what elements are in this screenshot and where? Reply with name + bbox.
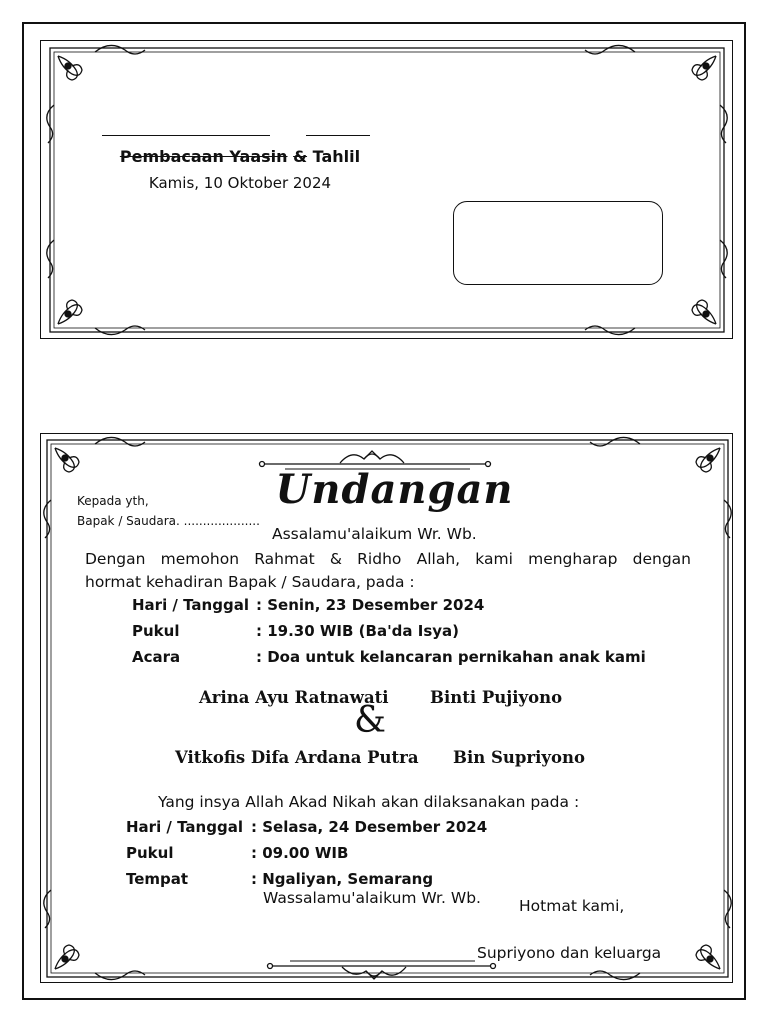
envelope-title-part2: Tahlil <box>312 147 361 166</box>
envelope-title-amp: & <box>293 147 308 166</box>
event2-date-label: Hari / Tanggal <box>126 818 243 836</box>
recipient-label: Kepada yth, <box>77 494 149 508</box>
bride-parent: Binti Pujiyono <box>430 688 563 707</box>
event2-place-value: : Ngaliyan, Semarang <box>251 870 434 888</box>
akad-intro: Yang insya Allah Akad Nikah akan dilaksanakan pada : <box>158 793 580 811</box>
event1-date-value: : Senin, 23 Desember 2024 <box>256 596 485 614</box>
event2-place-label: Tempat <box>126 870 189 888</box>
closing-salam: Wassalamu'alaikum Wr. Wb. <box>263 889 481 907</box>
event1-time-label: Pukul <box>132 622 180 640</box>
invitation-title: Undangan <box>275 466 514 513</box>
event1-event-label: Acara <box>132 648 181 666</box>
groom-name: Vitkofis Difa Ardana Putra <box>175 748 419 767</box>
recipient-name: Bapak / Saudara. .................... <box>77 514 260 528</box>
envelope-date: Kamis, 10 Oktober 2024 <box>148 174 332 192</box>
event2-date-value: : Selasa, 24 Desember 2024 <box>251 818 488 836</box>
greeting: Assalamu'alaikum Wr. Wb. <box>272 525 477 543</box>
signature: Supriyono dan keluarga <box>477 944 662 962</box>
event2-time-label: Pukul <box>126 844 174 862</box>
event1-time-value: : 19.30 WIB (Ba'da Isya) <box>256 622 460 640</box>
envelope-address-window <box>453 201 663 285</box>
groom-parent: Bin Supriyono <box>453 748 585 767</box>
envelope-title <box>105 147 375 166</box>
regards: Hotmat kami, <box>519 897 625 915</box>
event1-event-value: : Doa untuk kelancaran pernikahan anak kami <box>256 648 646 666</box>
envelope-name-line-2 <box>306 135 370 136</box>
envelope-name-line-1 <box>102 135 270 136</box>
intro-line-1: Dengan memohon Rahmat & Ridho Allah, kami mengharap dengan <box>85 550 691 568</box>
envelope-title-part1: Pembacaan Yaasin <box>119 147 288 166</box>
bride-name: Arina Ayu Ratnawati <box>199 688 389 707</box>
event1-date-label: Hari / Tanggal <box>132 596 249 614</box>
intro-line-2: hormat kehadiran Bapak / Saudara, pada : <box>85 573 415 591</box>
couple-ampersand: & <box>353 700 387 741</box>
event2-time-value: : 09.00 WIB <box>251 844 349 862</box>
